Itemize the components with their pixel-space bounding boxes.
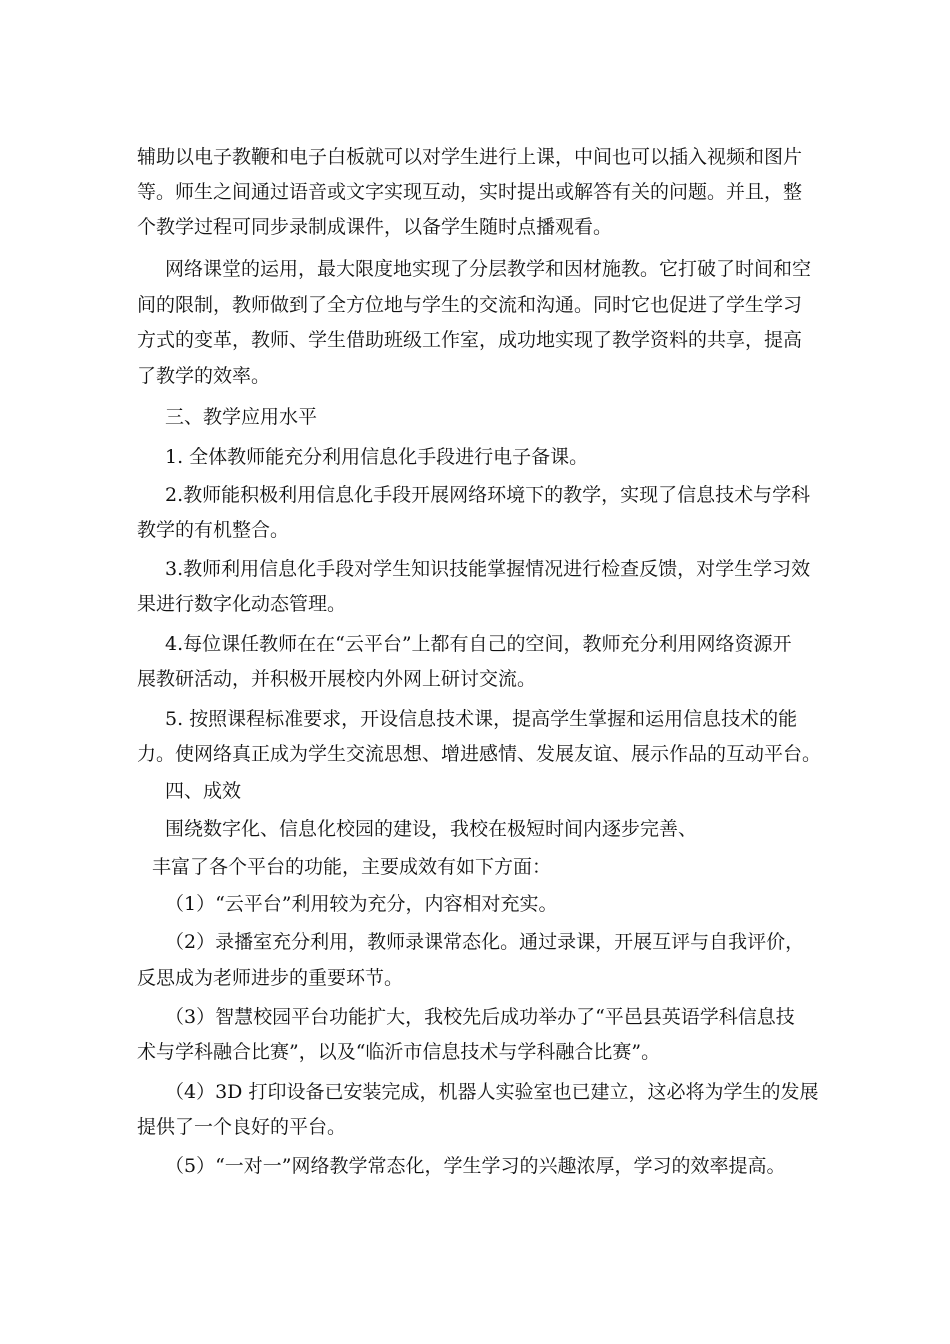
list-item: 5. 按照课程标准要求，开设信息技术课，提高学生掌握和运用信息技术的能 — [165, 708, 798, 730]
list-item: 2.教师能积极利用信息化手段开展网络环境下的教学，实现了信息技术与学科 — [165, 484, 811, 506]
list-item: （3）智慧校园平台功能扩大，我校先后成功举办了“平邑县英语学科信息技 — [165, 1006, 795, 1028]
text-line: 反思成为老师进步的重要环节。 — [137, 967, 404, 989]
list-item: 3.教师利用信息化手段对学生知识技能掌握情况进行检查反馈，对学生学习效 — [165, 558, 811, 580]
text-line: 等。师生之间通过语音或文字实现互动，实时提出或解答有关的问题。并且，整 — [137, 181, 803, 203]
section-heading: 四、成效 — [165, 780, 242, 802]
text-line: 提供了一个良好的平台。 — [137, 1116, 347, 1138]
text-line: 方式的变革，教师、学生借助班级工作室，成功地实现了教学资料的共享，提高 — [137, 329, 803, 351]
text-line: 术与学科融合比赛”，以及“临沂市信息技术与学科融合比赛”。 — [137, 1041, 661, 1063]
text-line: 了教学的效率。 — [137, 365, 271, 387]
list-item: 4.每位课任教师在在“云平台”上都有自己的空间，教师充分利用网络资源开 — [165, 633, 792, 655]
list-item: 1. 全体教师能充分利用信息化手段进行电子备课。 — [165, 446, 589, 468]
text-line: 展教研活动，并积极开展校内外网上研讨交流。 — [137, 668, 537, 690]
text-line: 果进行数字化动态管理。 — [137, 593, 347, 615]
text-line: 网络课堂的运用，最大限度地实现了分层教学和因材施教。它打破了时间和空 — [165, 258, 812, 280]
list-item: （5）“一对一”网络教学常态化，学生学习的兴趣浓厚，学习的效率提高。 — [165, 1155, 786, 1177]
list-item: （1）“云平台”利用较为充分，内容相对充实。 — [165, 893, 558, 915]
text-line: 围绕数字化、信息化校园的建设，我校在极短时间内逐步完善、 — [165, 818, 698, 840]
text-line: 间的限制，教师做到了全方位地与学生的交流和沟通。同时它也促进了学生学习 — [137, 294, 803, 316]
text-line: 丰富了各个平台的功能，主要成效有如下方面： — [152, 856, 552, 878]
list-item: （4）3D 打印设备已安装完成，机器人实验室也已建立，这必将为学生的发展 — [165, 1081, 819, 1103]
text-line: 教学的有机整合。 — [137, 519, 290, 541]
text-line: 力。使网络真正成为学生交流思想、增进感情、发展友谊、展示作品的互动平台。 — [137, 743, 822, 765]
section-heading: 三、教学应用水平 — [165, 406, 318, 428]
text-line: 辅助以电子教鞭和电子白板就可以对学生进行上课，中间也可以插入视频和图片 — [137, 146, 803, 168]
list-item: （2）录播室充分利用，教师录课常态化。通过录课，开展互评与自我评价， — [165, 931, 805, 953]
text-line: 个教学过程可同步录制成课件，以备学生随时点播观看。 — [137, 216, 613, 238]
